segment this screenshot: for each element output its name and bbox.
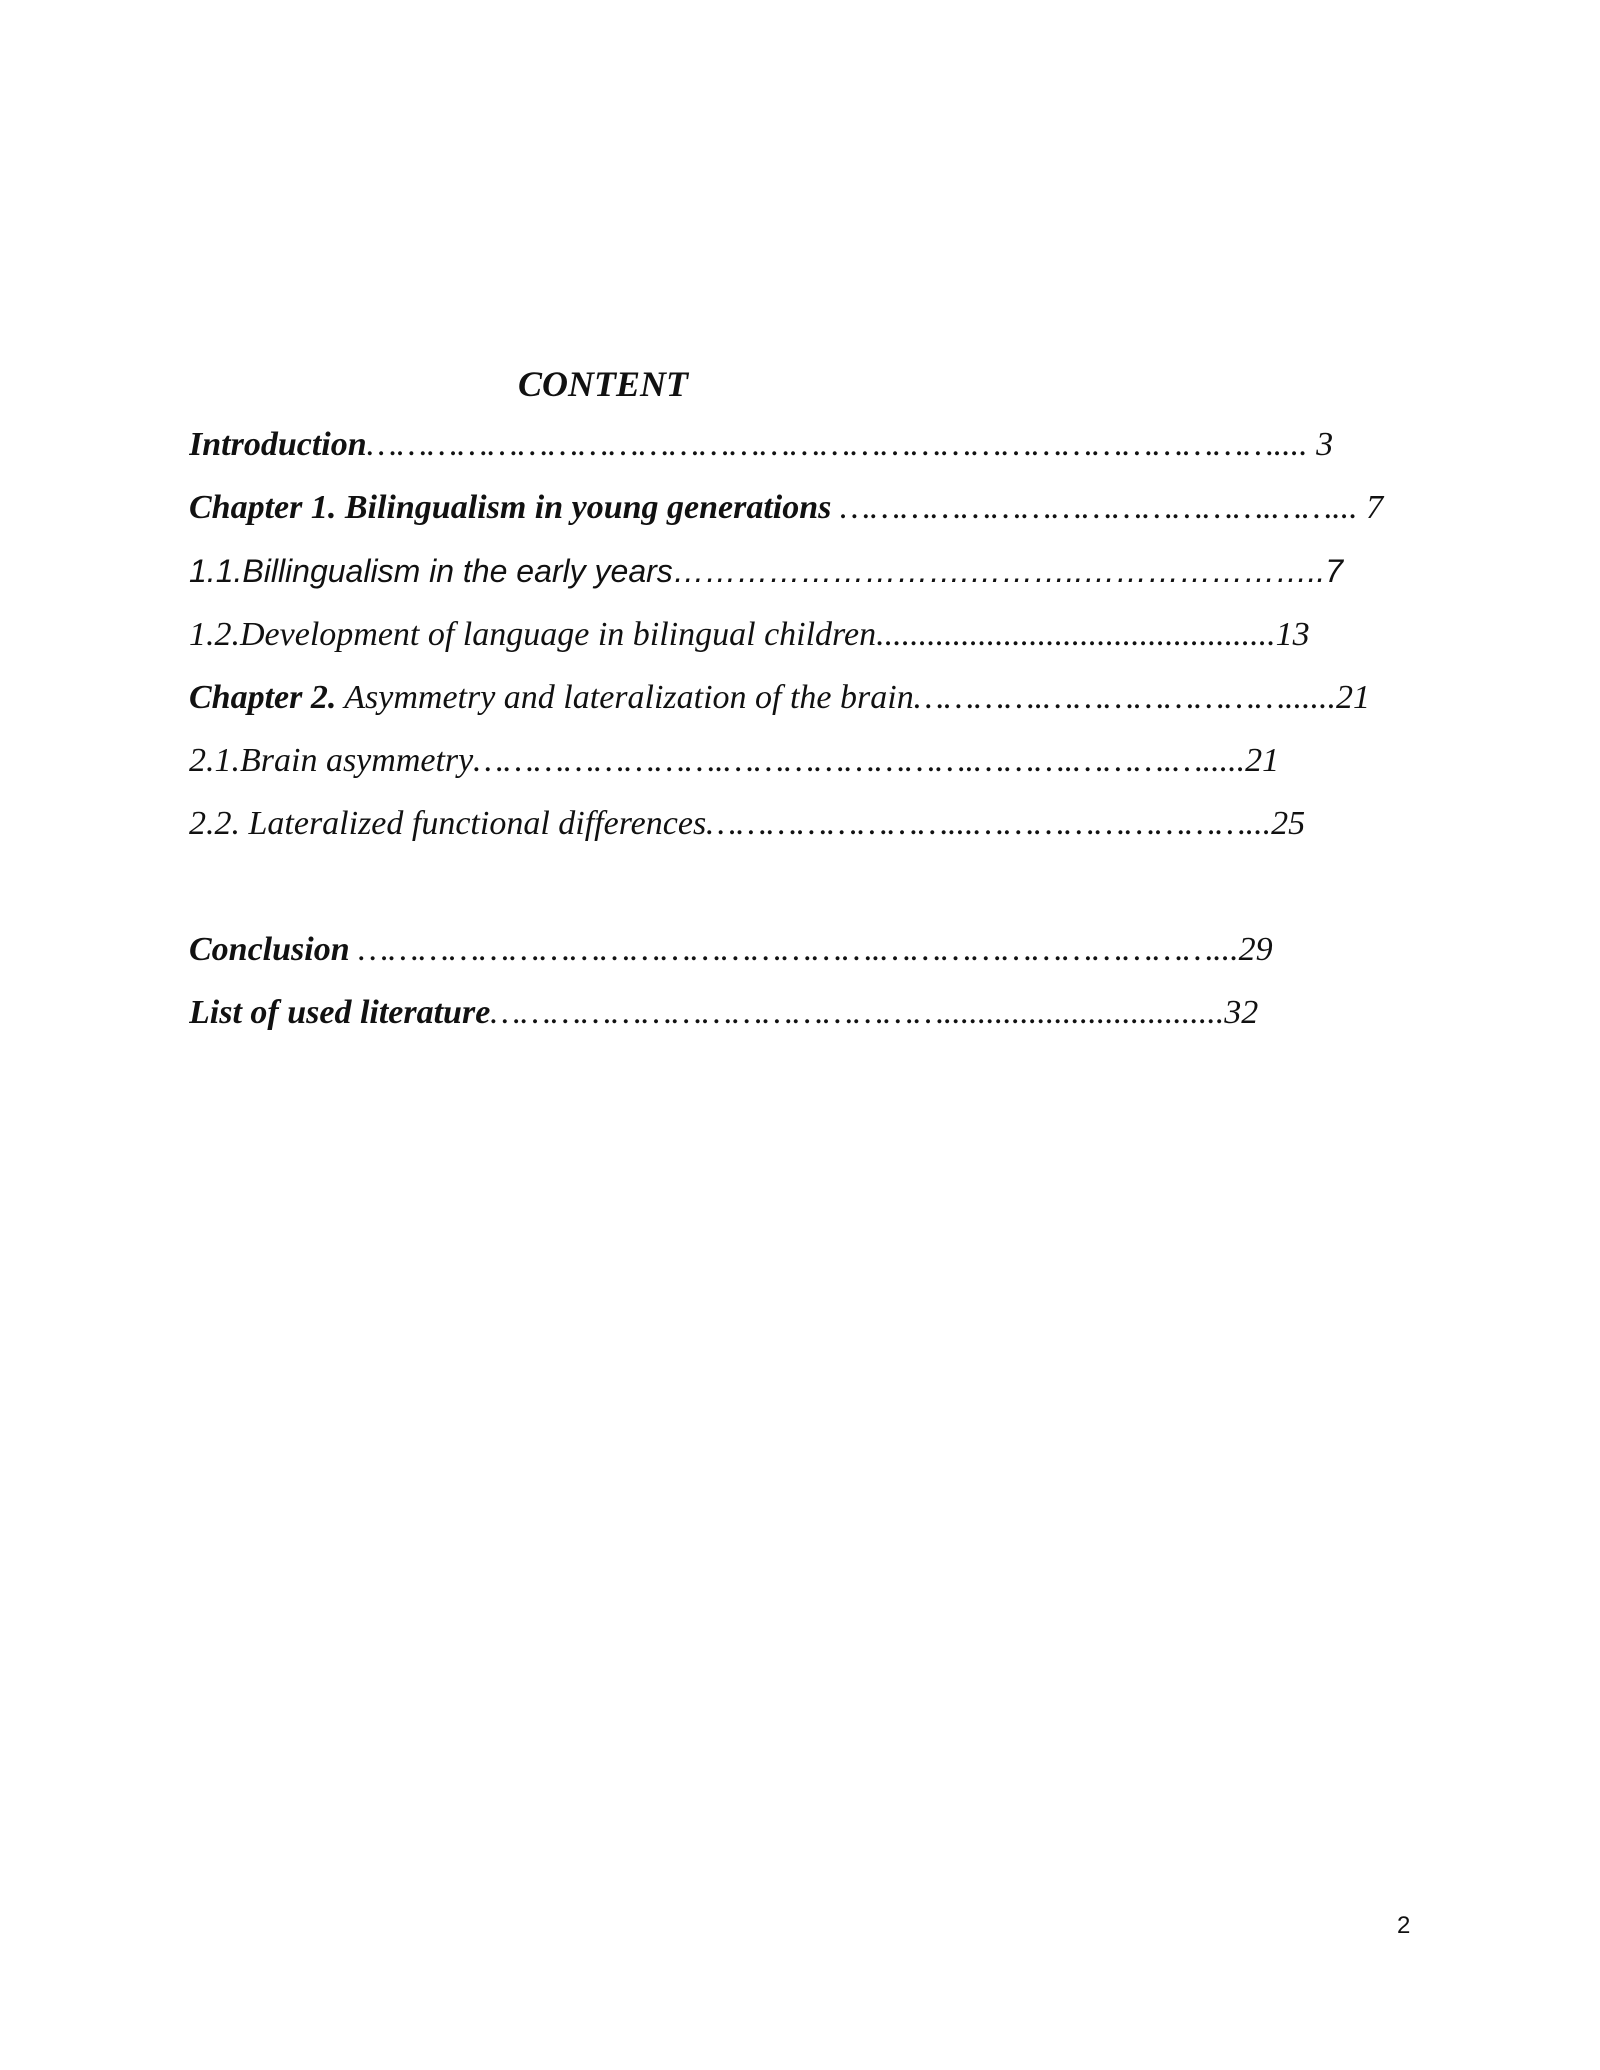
toc-entry-page: 32 [1224,994,1259,1031]
toc-entry-section-2-2 [189,802,1409,846]
toc-entry-conclusion [189,928,1409,972]
toc-entry-page: 21 [1245,742,1280,779]
toc-entry-page: 7 [1325,553,1344,589]
toc-entry-page: 25 [1271,805,1306,842]
toc-entry-title: List of used literature [189,994,491,1031]
toc-entry-page: 29 [1238,931,1273,968]
toc-entry-leader: …………………………………………….……………………………... [349,931,1239,968]
toc-entry-title: Conclusion [189,931,350,968]
toc-entry-title: Asymmetry and lateralization of the brain [336,679,914,716]
toc-entry-leader: …………………….…………………….……….……….…..... [473,742,1246,779]
toc-entry-chapter-1 [189,486,1409,530]
toc-entry-leader: …………………………………….……... [831,489,1367,526]
toc-entry-chapter-2 [189,676,1409,720]
toc-entry-section-1-1 [189,549,1409,593]
page-number: 2 [1397,1912,1411,1939]
toc-entry-title: 2.2. Lateralized functional differences [189,805,707,842]
toc-entry-title: Chapter 1. Bilingualism in young generations [189,489,832,526]
toc-entry-leader: ……………………….………..………………….. [672,553,1326,589]
toc-entry-leader: ……………………...………………………... [706,805,1272,842]
toc-title: CONTENT [518,364,688,404]
toc-entry-page: 7 [1366,489,1384,526]
toc-entry-literature [189,991,1409,1035]
toc-entry-title: 1.1.Billingualism in the early years [189,553,673,589]
toc-entry-title: 1.2.Development of language in bilingual children [189,616,877,653]
toc-entry-introduction [189,423,1409,467]
toc-entry-title: Introduction [189,426,367,463]
toc-entry-leader: ……………………………………………………………………………….... [366,426,1317,463]
toc-entry-leader: ………….……………………...... [913,679,1336,716]
toc-entry-page: 3 [1316,426,1334,463]
toc-entry-page: 13 [1275,616,1310,653]
toc-entry-title: 2.1.Brain asymmetry [189,742,474,779]
toc-entry-section-1-2 [189,613,1409,657]
toc-entry-leader: ………………………………………................................. [490,994,1225,1031]
toc-entry-page: 21 [1335,679,1370,716]
toc-entry-section-2-1 [189,739,1409,783]
toc-entry-chapter-label: Chapter 2. [189,679,337,716]
toc-entry-leader: ............................................... [876,616,1276,653]
